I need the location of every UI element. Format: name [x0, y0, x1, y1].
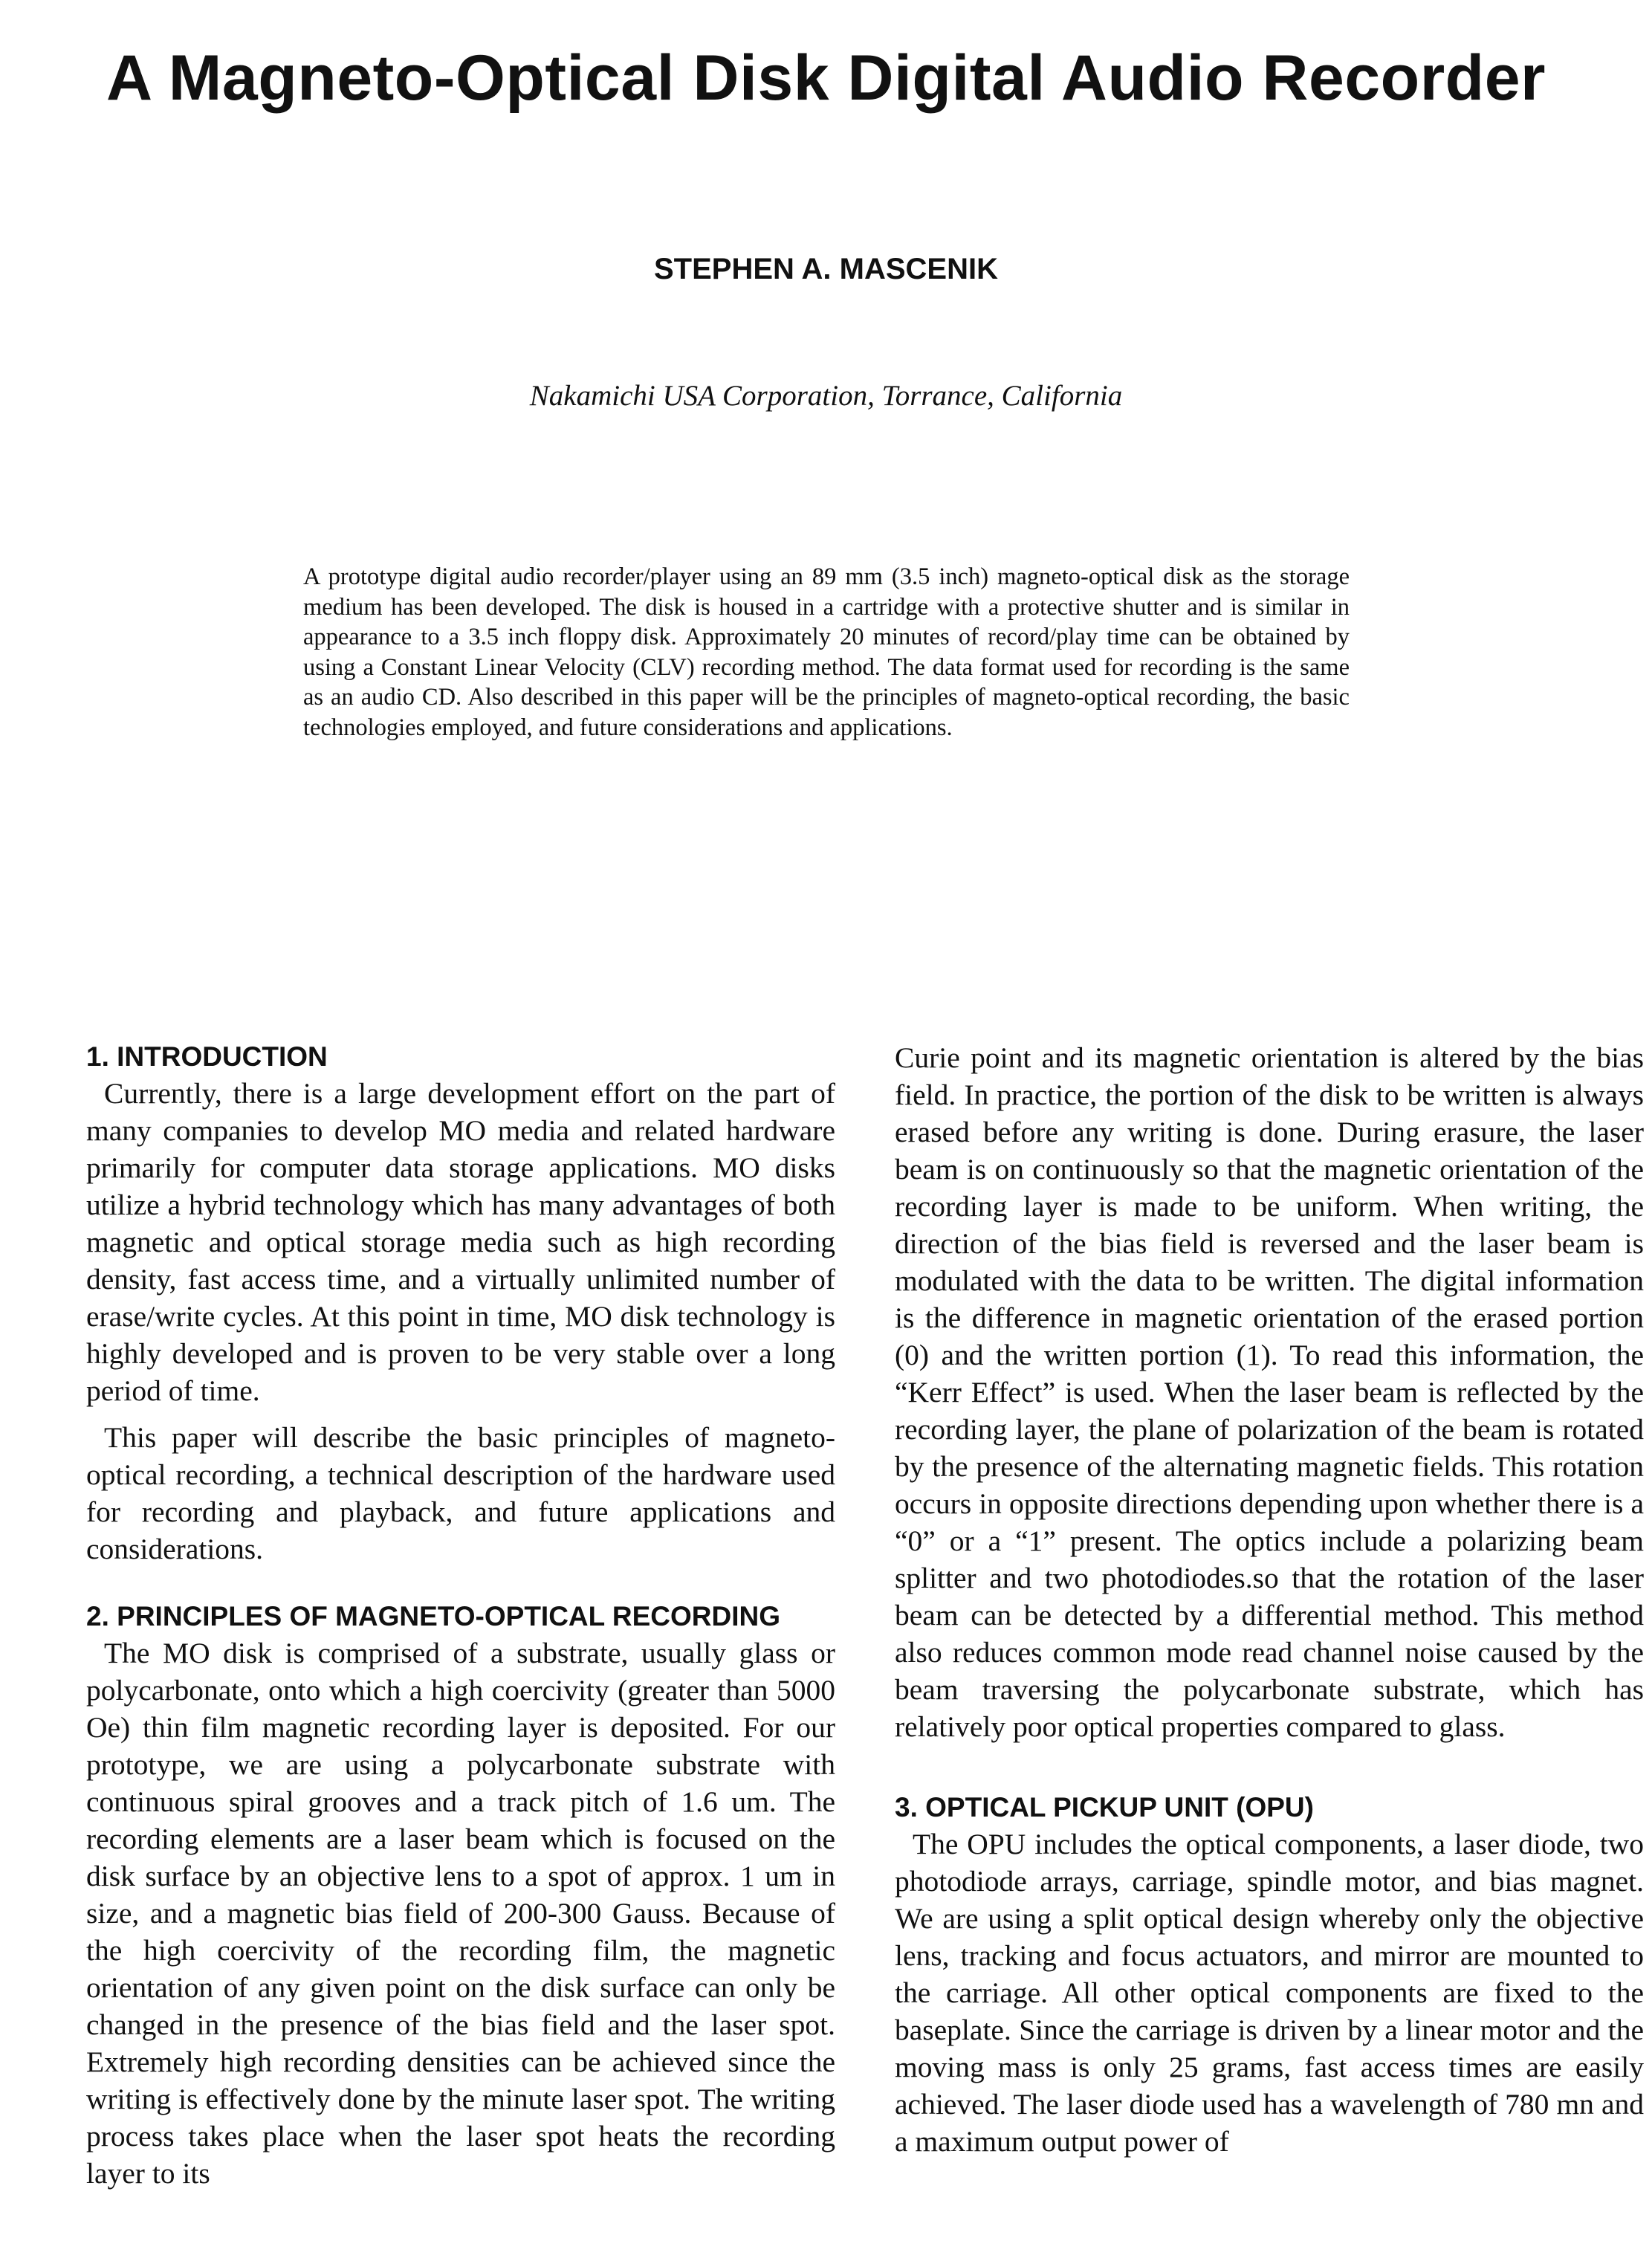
section-heading-opu: 3. OPTICAL PICKUP UNIT (OPU): [895, 1792, 1314, 1822]
abstract: A prototype digital audio recorder/player using an 89 mm (3.5 inch) magneto-optical disk as the storage medium has been developed. The disk is housed in a cartridge with a protective shutter and is similar in appearance to a 3.5 inch floppy disk. Approximately 20 minutes of record/play time can be obtained by using a Constant Linear Velocity (CLV) recording method. The data format used for recording is the same as an audio CD. Also described in this paper will be the principles of magneto-optical recording, the basic technologies employed, and future considerations and applications.: [303, 563, 1350, 741]
section-heading-introduction: 1. INTRODUCTION: [86, 1041, 328, 1072]
left-column: [86, 1039, 835, 2192]
author-name: STEPHEN A. MASCENIK: [653, 253, 998, 285]
paper-title: A Magneto-Optical Disk Digital Audio Recorder: [106, 42, 1546, 114]
principles-paragraph-1-continued: Curie point and its magnetic orientation is altered by the bias field. In practice, the portion of the disk to be written is always erased before any writing is done. During erasure, the laser beam is on continuously so that the magnetic orientation of the recording layer is made to be uniform. When writing, the direction of the bias field is reversed and the laser beam is modulated with the data to be written. The digital information is the difference in magnetic orientation of the erased portion (0) and the written portion (1). To read this information, the “Kerr Effect” is used. When the laser beam is reflected by the recording layer, the plane of polarization of the beam is rotated by the presence of the alternating magnetic fields. This rotation occurs in opposite directions depending upon whether there is a “0” or a “1” present. The optics include a polarizing beam splitter and two photodiodes.so that the rotation of the laser beam can be detected by a differential method. This method also reduces common mode read channel noise caused by the beam traversing the polycarbonate substrate, which has relatively poor optical properties compared to glass.: [895, 1041, 1644, 1743]
section-heading-principles: 2. PRINCIPLES OF MAGNETO-OPTICAL RECORDING: [86, 1601, 780, 1631]
author-affiliation: Nakamichi USA Corporation, Torrance, California: [529, 380, 1123, 412]
principles-paragraph-1: The MO disk is comprised of a substrate, usually glass or polycarbonate, onto which a high coercivity (greater than 5000 Oe) thin film magnetic recording layer is deposited. For our prototype, we are using a polycarbonate substrate with continuous spiral grooves and a track pitch of 1.6 um. The recording elements are a laser beam which is focused on the disk surface by an objective lens to a spot of approx. 1 um in size, and a magnetic bias field of 200-300 Gauss. Because of the high coercivity of the recording film, the magnetic orientation of any given point on the disk surface can only be changed in the presence of the bias field and the laser spot. Extremely high recording densities can be achieved since the writing is effectively done by the minute laser spot. The writing process takes place when the laser spot heats the recording layer to its: [86, 1637, 835, 2190]
right-column: [895, 1039, 1644, 2160]
opu-paragraph-1: The OPU includes the optical components, a laser diode, two photodiode arrays, carriage, spindle motor, and bias magnet. We are using a split optical design whereby only the objective lens, tracking and focus actuators, and mirror are mounted to the carriage. All other optical components are fixed to the baseplate. Since the carriage is driven by a linear motor and the moving mass is only 25 grams, fast access times are easily achieved. The laser diode used has a wavelength of 780 mn and a maximum output power of: [895, 1828, 1644, 2158]
introduction-paragraph-1: Currently, there is a large development effort on the part of many companies to develop MO media and related hardware primarily for computer data storage applications. MO disks utilize a hybrid technology which has many advantages of both magnetic and optical storage media such as high recording density, fast access time, and a virtually unlimited number of erase/write cycles. At this point in time, MO disk technology is highly developed and is proven to be very stable over a long period of time.: [86, 1077, 835, 1407]
introduction-paragraph-2: This paper will describe the basic principles of magneto-optical recording, a technical description of the hardware used for recording and playback, and future applications and considerations.: [86, 1421, 835, 1565]
